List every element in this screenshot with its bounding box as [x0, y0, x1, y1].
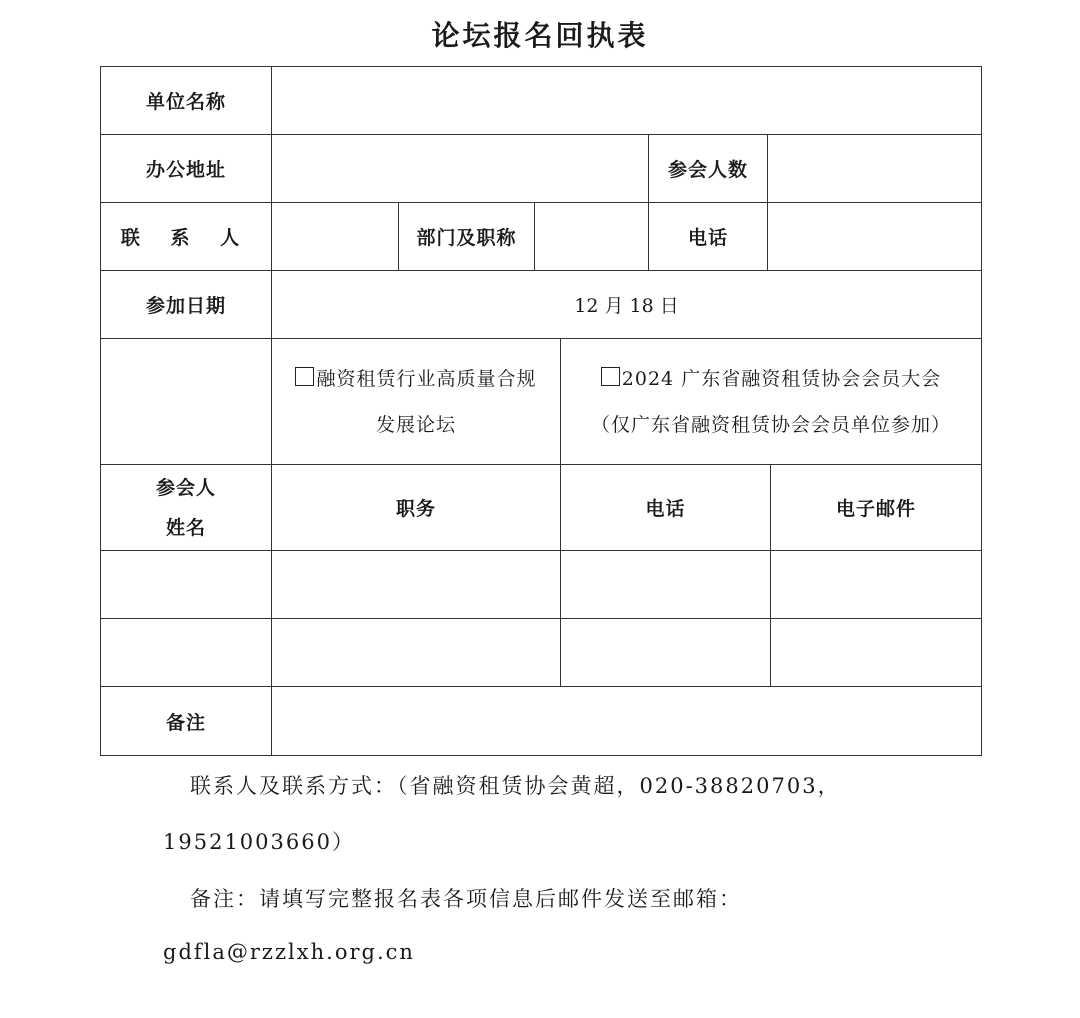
table-row [101, 619, 982, 687]
registration-form-table [100, 66, 982, 756]
attendee-position-cell[interactable] [272, 619, 561, 687]
page-title: 论坛报名回执表 [431, 19, 649, 52]
phone-field[interactable] [768, 203, 982, 271]
department-title-field[interactable] [535, 203, 649, 271]
row-contact [101, 203, 982, 271]
attendee-email-cell[interactable] [771, 619, 982, 687]
options-label-cell [101, 339, 272, 465]
attendee-name-cell[interactable] [101, 619, 272, 687]
attendee-name-header-line2: 姓名 [165, 516, 206, 539]
attendee-name-header-line1: 参会人 [155, 476, 216, 499]
attendee-name-header [101, 465, 272, 551]
row-attendee-header [101, 465, 982, 551]
remark-note-line1: 备注：请填写完整报名表各项信息后邮件发送至邮箱： [190, 887, 742, 911]
attendee-count-label: 参会人数 [649, 135, 768, 203]
contact-note-line1: 联系人及联系方式：（省融资租赁协会黄超，020-38820703， [190, 774, 841, 798]
remarks-label: 备注 [101, 687, 272, 756]
member-meeting-checkbox[interactable] [601, 367, 620, 386]
row-unit-name [101, 67, 982, 135]
unit-name-field[interactable] [272, 67, 982, 135]
remarks-field[interactable] [272, 687, 982, 756]
row-remarks [101, 687, 982, 756]
department-title-label: 部门及职称 [399, 203, 535, 271]
email-header: 电子邮件 [771, 465, 982, 551]
date-value: 12 月 18 日 [272, 271, 982, 339]
unit-name-label: 单位名称 [101, 67, 272, 135]
option-member-meeting-line2: （仅广东省融资租赁协会会员单位参加） [591, 413, 952, 436]
attendee-position-cell[interactable] [272, 551, 561, 619]
office-address-label: 办公地址 [101, 135, 272, 203]
position-header: 职务 [272, 465, 561, 551]
contact-person-label: 联 系 人 [101, 203, 272, 271]
attendee-phone-cell[interactable] [561, 619, 771, 687]
option-forum[interactable] [272, 339, 561, 465]
attendee-name-cell[interactable] [101, 551, 272, 619]
row-options [101, 339, 982, 465]
table-row [101, 551, 982, 619]
forum-checkbox[interactable] [295, 367, 314, 386]
phone-label: 电话 [649, 203, 768, 271]
attendee-count-field[interactable] [768, 135, 982, 203]
contact-person-field[interactable] [272, 203, 399, 271]
contact-note-line2: 19521003660） [163, 830, 355, 854]
option-forum-line1: 融资租赁行业高质量合规 [316, 367, 537, 390]
row-office-address [101, 135, 982, 203]
date-label: 参加日期 [101, 271, 272, 339]
option-forum-line2: 发展论坛 [375, 413, 456, 436]
row-date [101, 271, 982, 339]
attendee-email-cell[interactable] [771, 551, 982, 619]
attendee-phone-cell[interactable] [561, 551, 771, 619]
option-member-meeting-line1: 2024 广东省融资租赁协会会员大会 [621, 367, 942, 390]
office-address-field[interactable] [272, 135, 649, 203]
remark-note-email[interactable]: gdfla@rzzlxh.org.cn [163, 940, 415, 964]
phone-header: 电话 [561, 465, 771, 551]
option-member-meeting[interactable] [561, 339, 982, 465]
